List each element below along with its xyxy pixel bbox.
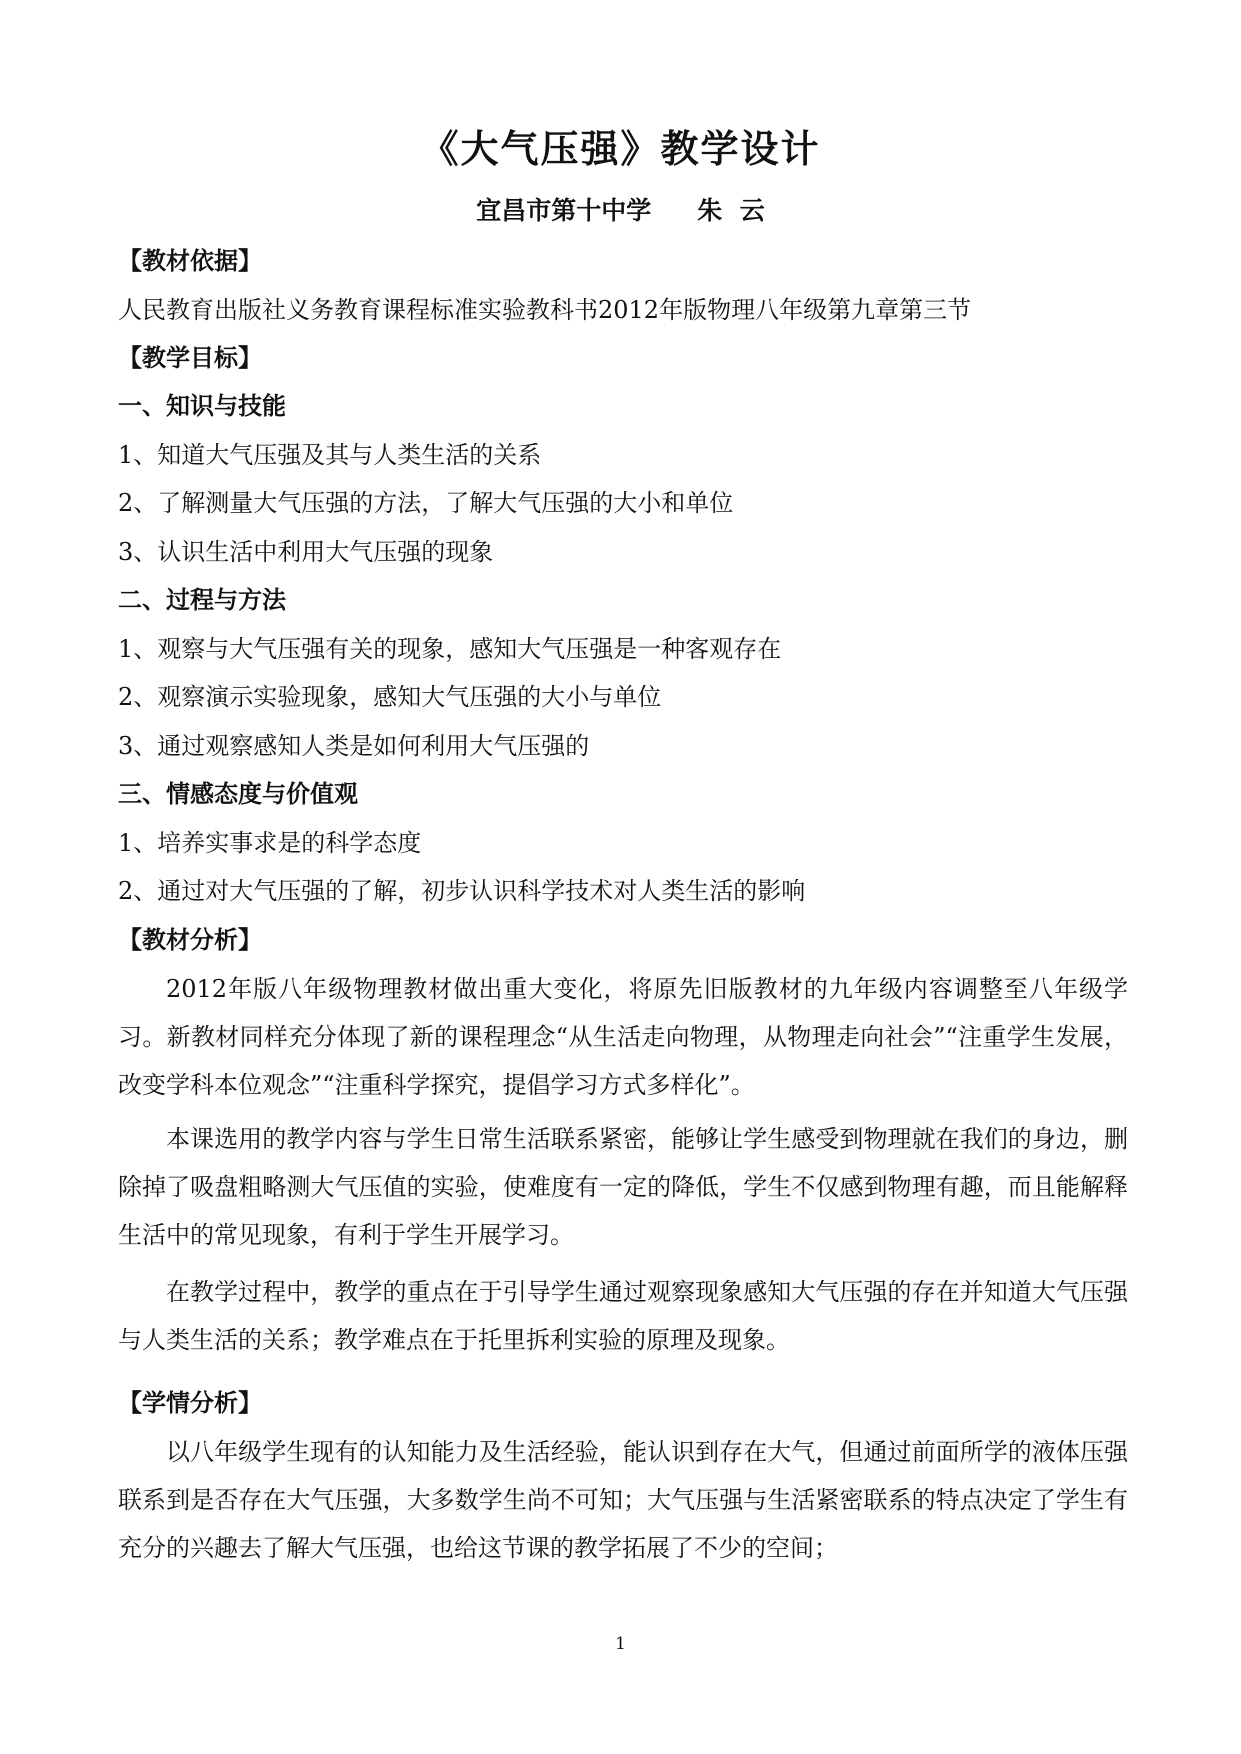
- section-heading-analysis: 【教材分析】: [118, 925, 262, 954]
- author-school: 宜昌市第十中学: [476, 196, 652, 225]
- analysis-paragraph-1: 2012年版八年级物理教材做出重大变化，将原先旧版教材的九年级内容调整至八年级学习。新教材同样充分体现了新的课程理念“从生活走向物理，从物理走向社会”“注重学生发展，改变学科本位观念”“注重科学探究，提倡学习方式多样化”。: [118, 975, 1128, 1099]
- list-item: 1、培养实事求是的科学态度: [118, 829, 422, 857]
- analysis-paragraph-3: 在教学过程中，教学的重点在于引导学生通过观察现象感知大气压强的存在并知道大气压强与人类生活的关系；教学难点在于托里拆利实验的原理及现象。: [118, 1278, 1128, 1354]
- list-item: 1、观察与大气压强有关的现象，感知大气压强是一种客观存在: [118, 635, 782, 663]
- document-title: 《大气压强》教学设计: [420, 126, 821, 171]
- students-paragraph: 以八年级学生现有的认知能力及生活经验，能认识到存在大气，但通过前面所学的液体压强联系到是否存在大气压强，大多数学生尚不可知；大气压强与生活紧密联系的特点决定了学生有充分的兴趣去了解大气压强，也给这节课的教学拓展了不少的空间；: [118, 1438, 1128, 1562]
- list-item: 3、认识生活中利用大气压强的现象: [118, 538, 494, 566]
- section-heading-students: 【学情分析】: [118, 1388, 262, 1417]
- basis-text: 人民教育出版社义务教育课程标准实验教科书2012年版物理八年级第九章第三节: [118, 296, 972, 324]
- list-item: 2、观察演示实验现象，感知大气压强的大小与单位: [118, 683, 662, 711]
- list-item: 1、知道大气压强及其与人类生活的关系: [118, 441, 542, 469]
- section-heading-basis: 【教材依据】: [118, 246, 262, 275]
- subheading-emotion: 三、情感态度与价值观: [118, 779, 358, 808]
- author-name: 朱 云: [697, 196, 765, 225]
- subheading-process: 二、过程与方法: [118, 585, 286, 614]
- list-item: 2、了解测量大气压强的方法，了解大气压强的大小和单位: [118, 489, 734, 517]
- subheading-knowledge: 一、知识与技能: [118, 391, 286, 420]
- list-item: 3、通过观察感知人类是如何利用大气压强的: [118, 732, 590, 760]
- section-heading-goals: 【教学目标】: [118, 343, 262, 372]
- analysis-paragraph-2: 本课选用的教学内容与学生日常生活联系紧密，能够让学生感受到物理就在我们的身边，删除掉了吸盘粗略测大气压值的实验，使难度有一定的降低，学生不仅感到物理有趣，而且能解释生活中的常见现象，有利于学生开展学习。: [118, 1125, 1128, 1249]
- author-line: [0, 191, 1241, 227]
- page-number: 1: [615, 1634, 626, 1654]
- list-item: 2、通过对大气压强的了解，初步认识科学技术对人类生活的影响: [118, 877, 806, 905]
